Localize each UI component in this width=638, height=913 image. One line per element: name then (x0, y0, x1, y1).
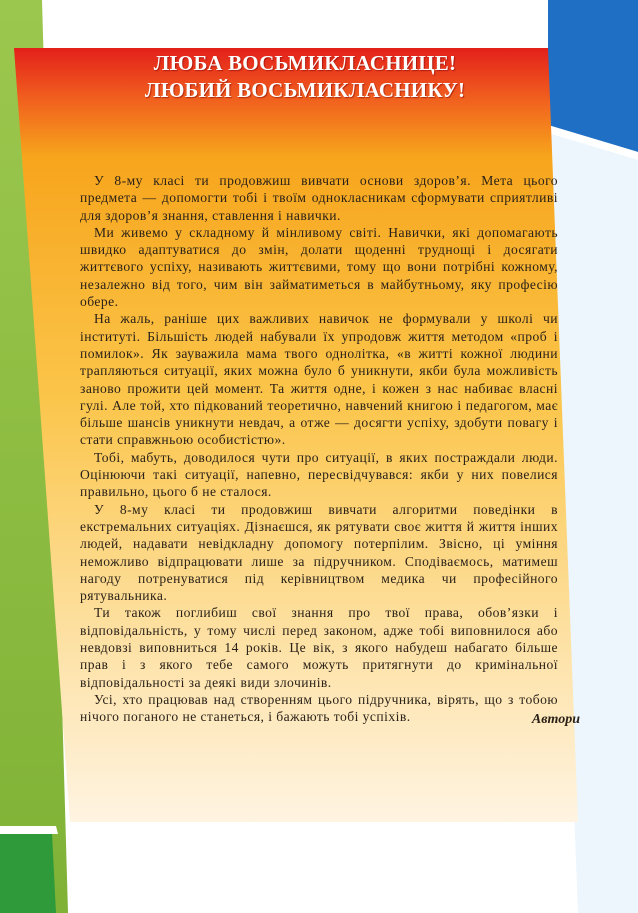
paragraph-7: Усі, хто працював над створенням цього підручника, вірять, що з тобою нічого поганого не станеться, і бажають тобі успіхів. (80, 691, 558, 725)
signature: Автори (531, 712, 580, 727)
title-line-1: ЛЮБА ВОСЬМИКЛАСНИЦЕ! (153, 51, 457, 75)
paragraph-4: Тобі, мабуть, доводилося чути про ситуації, в яких постраждали люди. Оцінюючи такі ситуації, напевно, пересвідчувався: якби у них повелися правильно, цього б не сталося. (80, 449, 558, 500)
letter-body (80, 172, 558, 726)
paragraph-1: У 8-му класі ти продовжиш вивчати основи здоров’я. Мета цього предмета — допомогти тобі і твоїм однокласникам сформувати сприятливі для здоров’я знання, ставлення і навички. (80, 173, 558, 223)
paragraph-6: Ти також поглибиш свої знання про твої права, обов’язки і відповідальність, у тому числі перед законом, адже тобі виповнилося або невдовзі виповниться 14 років. Це вік, з якого набудеш набагато більше прав і з якого тебе самого можуть притягнути до кримінальної відповідальності за деякі види злочинів. (80, 605, 558, 690)
paragraph-5: У 8-му класі ти продовжиш вивчати алгоритми поведінки в екстремальних ситуаціях. Дізнаєшся, як рятувати своє життя й життя інших людей, надавати невідкладну допомогу потерпілим. Звісно, ці уміння неможливо відпрацювати лише за підручником. Сподіваємось, матимеш нагоду потренуватися під керівництвом медика чи професійного рятувальника. (80, 501, 558, 604)
page-title (70, 50, 540, 104)
paragraph-2: Ми живемо у складному й мінливому світі. Навички, які допомагають швидко адаптуватися до змін, долати щоденні труднощі і досягати життєвого успіху, називають життєвими, тому що вони потрібні кожному, незалежно від того, чим він займатиметься в майбутньому, яку професію обере. (80, 224, 558, 310)
title-line-2: ЛЮБИЙ ВОСЬМИКЛАСНИКУ! (144, 78, 466, 102)
paragraph-3: На жаль, раніше цих важливих навичок не формували у школі чи інституті. Більшість людей набували їх упродовж життя методом «проб і помилок». Як зауважила мама твого однолітка, «в житті кожної людини трапляються ситуації, яких можна було б уникнути, якби була можливість заново прожити цей момент. Та життя одне, і кожен з нас набиває власні гулі. Але той, хто підкований теоретично, навчений книгою і педагогом, має більше шансів уникнути невдач, а отже — досягти успіху, здобути повагу і стати справжньою особистістю». (80, 311, 558, 448)
